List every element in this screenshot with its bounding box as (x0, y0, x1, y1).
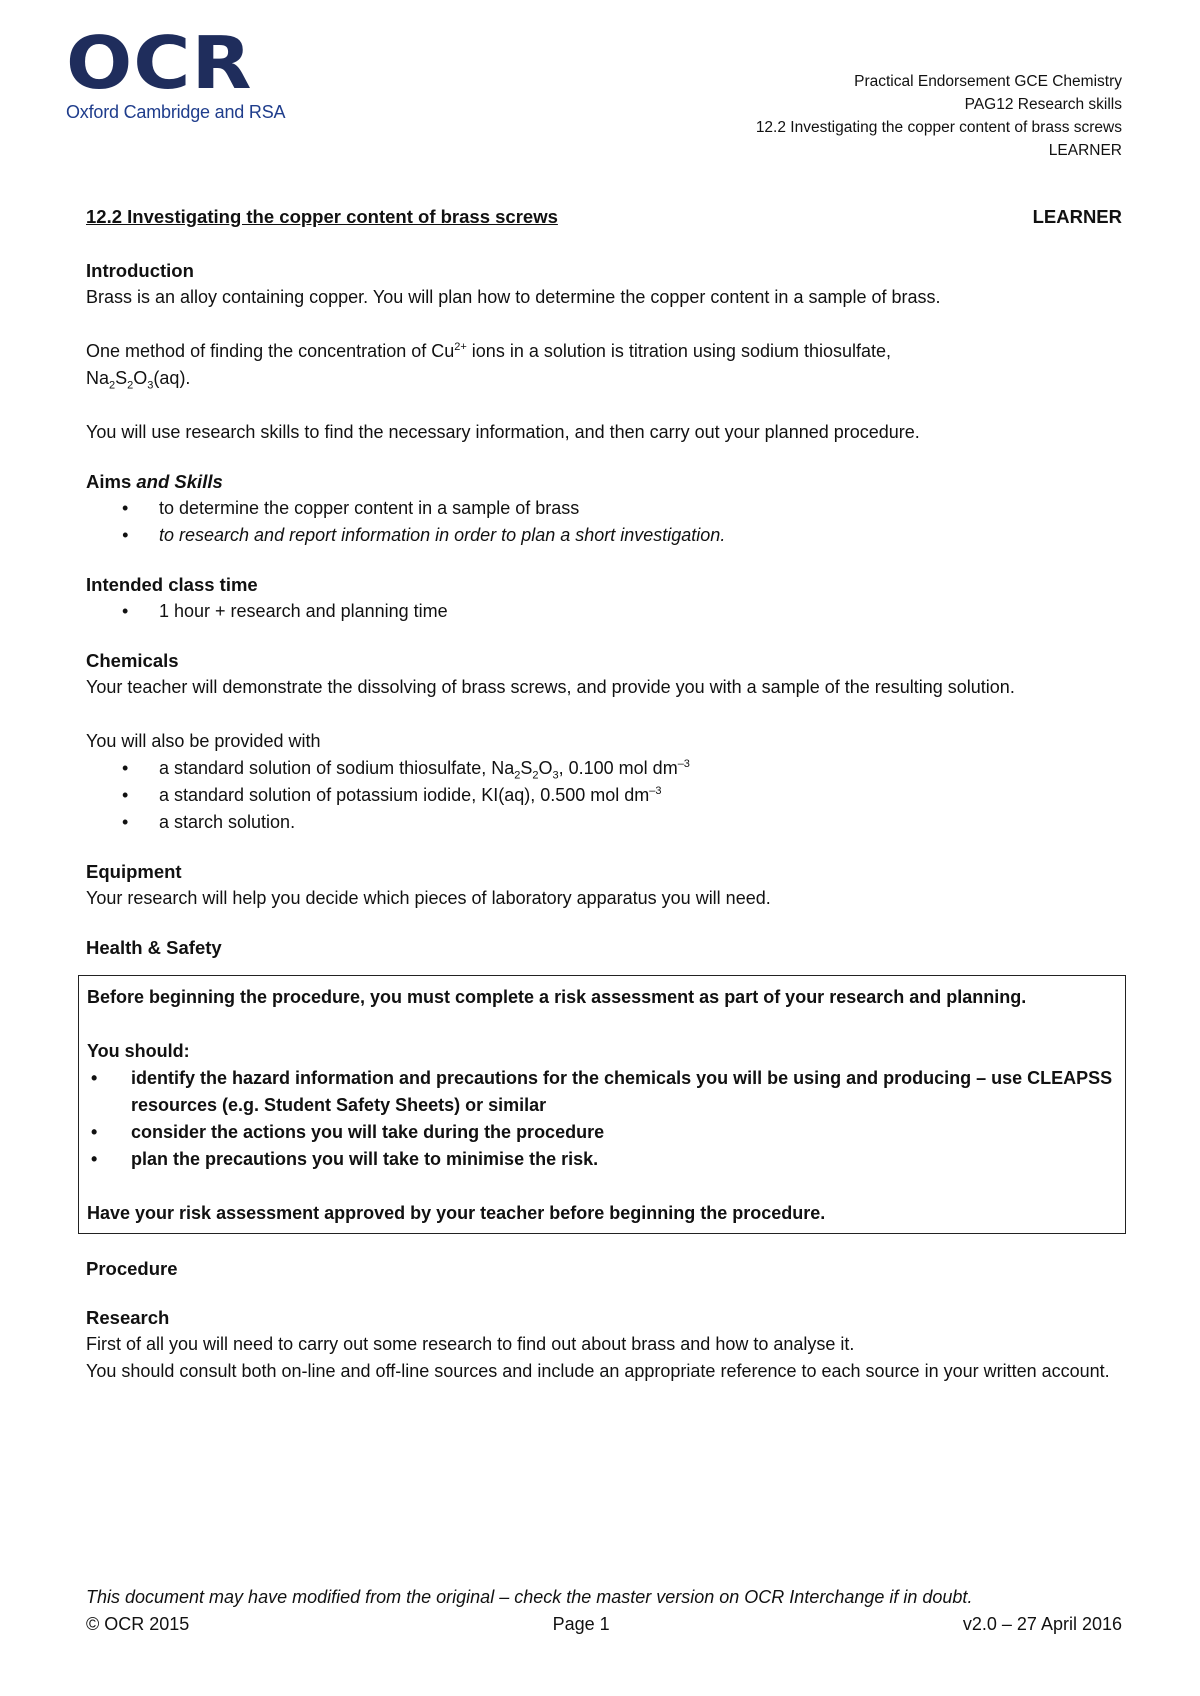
aims-heading: Aims and Skills (86, 471, 223, 492)
document-footer (86, 1584, 1122, 1638)
list-item: • a standard solution of sodium thiosulfate, $Na_2S_2O_3$, 0.100 mol $dm^{-3}$ (122, 758, 690, 782)
box-p1: Before beginning the procedure, you must complete a risk assessment as part of your research and planning. (87, 987, 1027, 1007)
chemicals-list (86, 755, 1122, 836)
procedure-heading: Procedure (86, 1258, 178, 1279)
list-item: • to research and report information in order to plan a short investigation. (122, 525, 726, 545)
equipment-heading: Equipment (86, 861, 182, 882)
box-list (87, 1065, 1117, 1173)
logo-subtitle: Oxford Cambridge and RSA (66, 102, 286, 122)
list-item: • 1 hour + research and planning time (122, 601, 448, 621)
footer-row (86, 1611, 1122, 1638)
page-title: 12.2 Investigating the copper content of brass screws (86, 206, 558, 227)
header-line-4: LEARNER (1048, 142, 1122, 159)
ocr-logo (66, 22, 306, 123)
header-line-2: PAG12 Research skills (964, 96, 1122, 113)
list-item: • a standard solution of potassium iodide, KI(aq), 0.500 mol $dm^{-3}$ (122, 785, 662, 805)
footer-note: This document may have modified from the original – check the master version on OCR Interchange if in doubt. (86, 1587, 973, 1607)
chemicals-p2: You will also be provided with (86, 731, 321, 751)
list-item: • identify the hazard information and precautions for the chemicals you will be using and producing – use CLEAPSS resources (e.g. Student Safety Sheets) or similar (91, 1068, 1113, 1115)
research-heading: Research (86, 1307, 170, 1328)
list-item: • plan the precautions you will take to minimise the risk. (91, 1149, 599, 1169)
research-p2: You should consult both on-line and off-line sources and include an appropriate reference to each source in your written account. (86, 1361, 1110, 1381)
box-p3: Have your risk assessment approved by your teacher before beginning the procedure. (87, 1203, 826, 1223)
risk-assessment-box (78, 975, 1126, 1234)
class-time-list (86, 598, 1122, 625)
learner-tag: LEARNER (1032, 206, 1122, 227)
document-header (756, 70, 1122, 162)
research-p1: First of all you will need to carry out some research to find out about brass and how to analyse it. (86, 1334, 855, 1354)
chemicals-heading: Chemicals (86, 650, 179, 671)
introduction-p2: One method of finding the concentration of $Cu^{2+}$ ions in a solution is titration using sodium thiosulfate, $Na_2S_2O_3(aq)$. (86, 341, 892, 392)
class-time-heading: Intended class time (86, 574, 258, 595)
introduction-p1: Brass is an alloy containing copper. You will plan how to determine the copper content in a sample of brass. (86, 287, 941, 307)
header-line-1: Practical Endorsement GCE Chemistry (854, 73, 1122, 90)
chemicals-p1: Your teacher will demonstrate the dissolving of brass screws, and provide you with a sample of the resulting solution. (86, 677, 1015, 697)
footer-version: v2.0 – 27 April 2016 (962, 1614, 1122, 1634)
header-line-3: 12.2 Investigating the copper content of brass screws (755, 119, 1122, 136)
equipment-p: Your research will help you decide which pieces of laboratory apparatus you will need. (86, 888, 771, 908)
list-item: • consider the actions you will take during the procedure (91, 1122, 605, 1142)
document-body (86, 204, 1122, 1385)
introduction-p3: You will use research skills to find the necessary information, and then carry out your planned procedure. (86, 422, 920, 442)
introduction-heading: Introduction (86, 260, 194, 281)
logo-mark: OCR (66, 22, 253, 106)
box-p2: You should: (87, 1041, 190, 1061)
health-safety-heading: Health & Safety (86, 937, 222, 958)
aims-list (86, 495, 1122, 549)
list-item: • a starch solution. (122, 812, 296, 832)
list-item: • to determine the copper content in a sample of brass (122, 498, 580, 518)
footer-page-number: Page 1 (552, 1614, 610, 1634)
page-title-row (86, 204, 1122, 230)
footer-copyright: © OCR 2015 (86, 1614, 190, 1634)
